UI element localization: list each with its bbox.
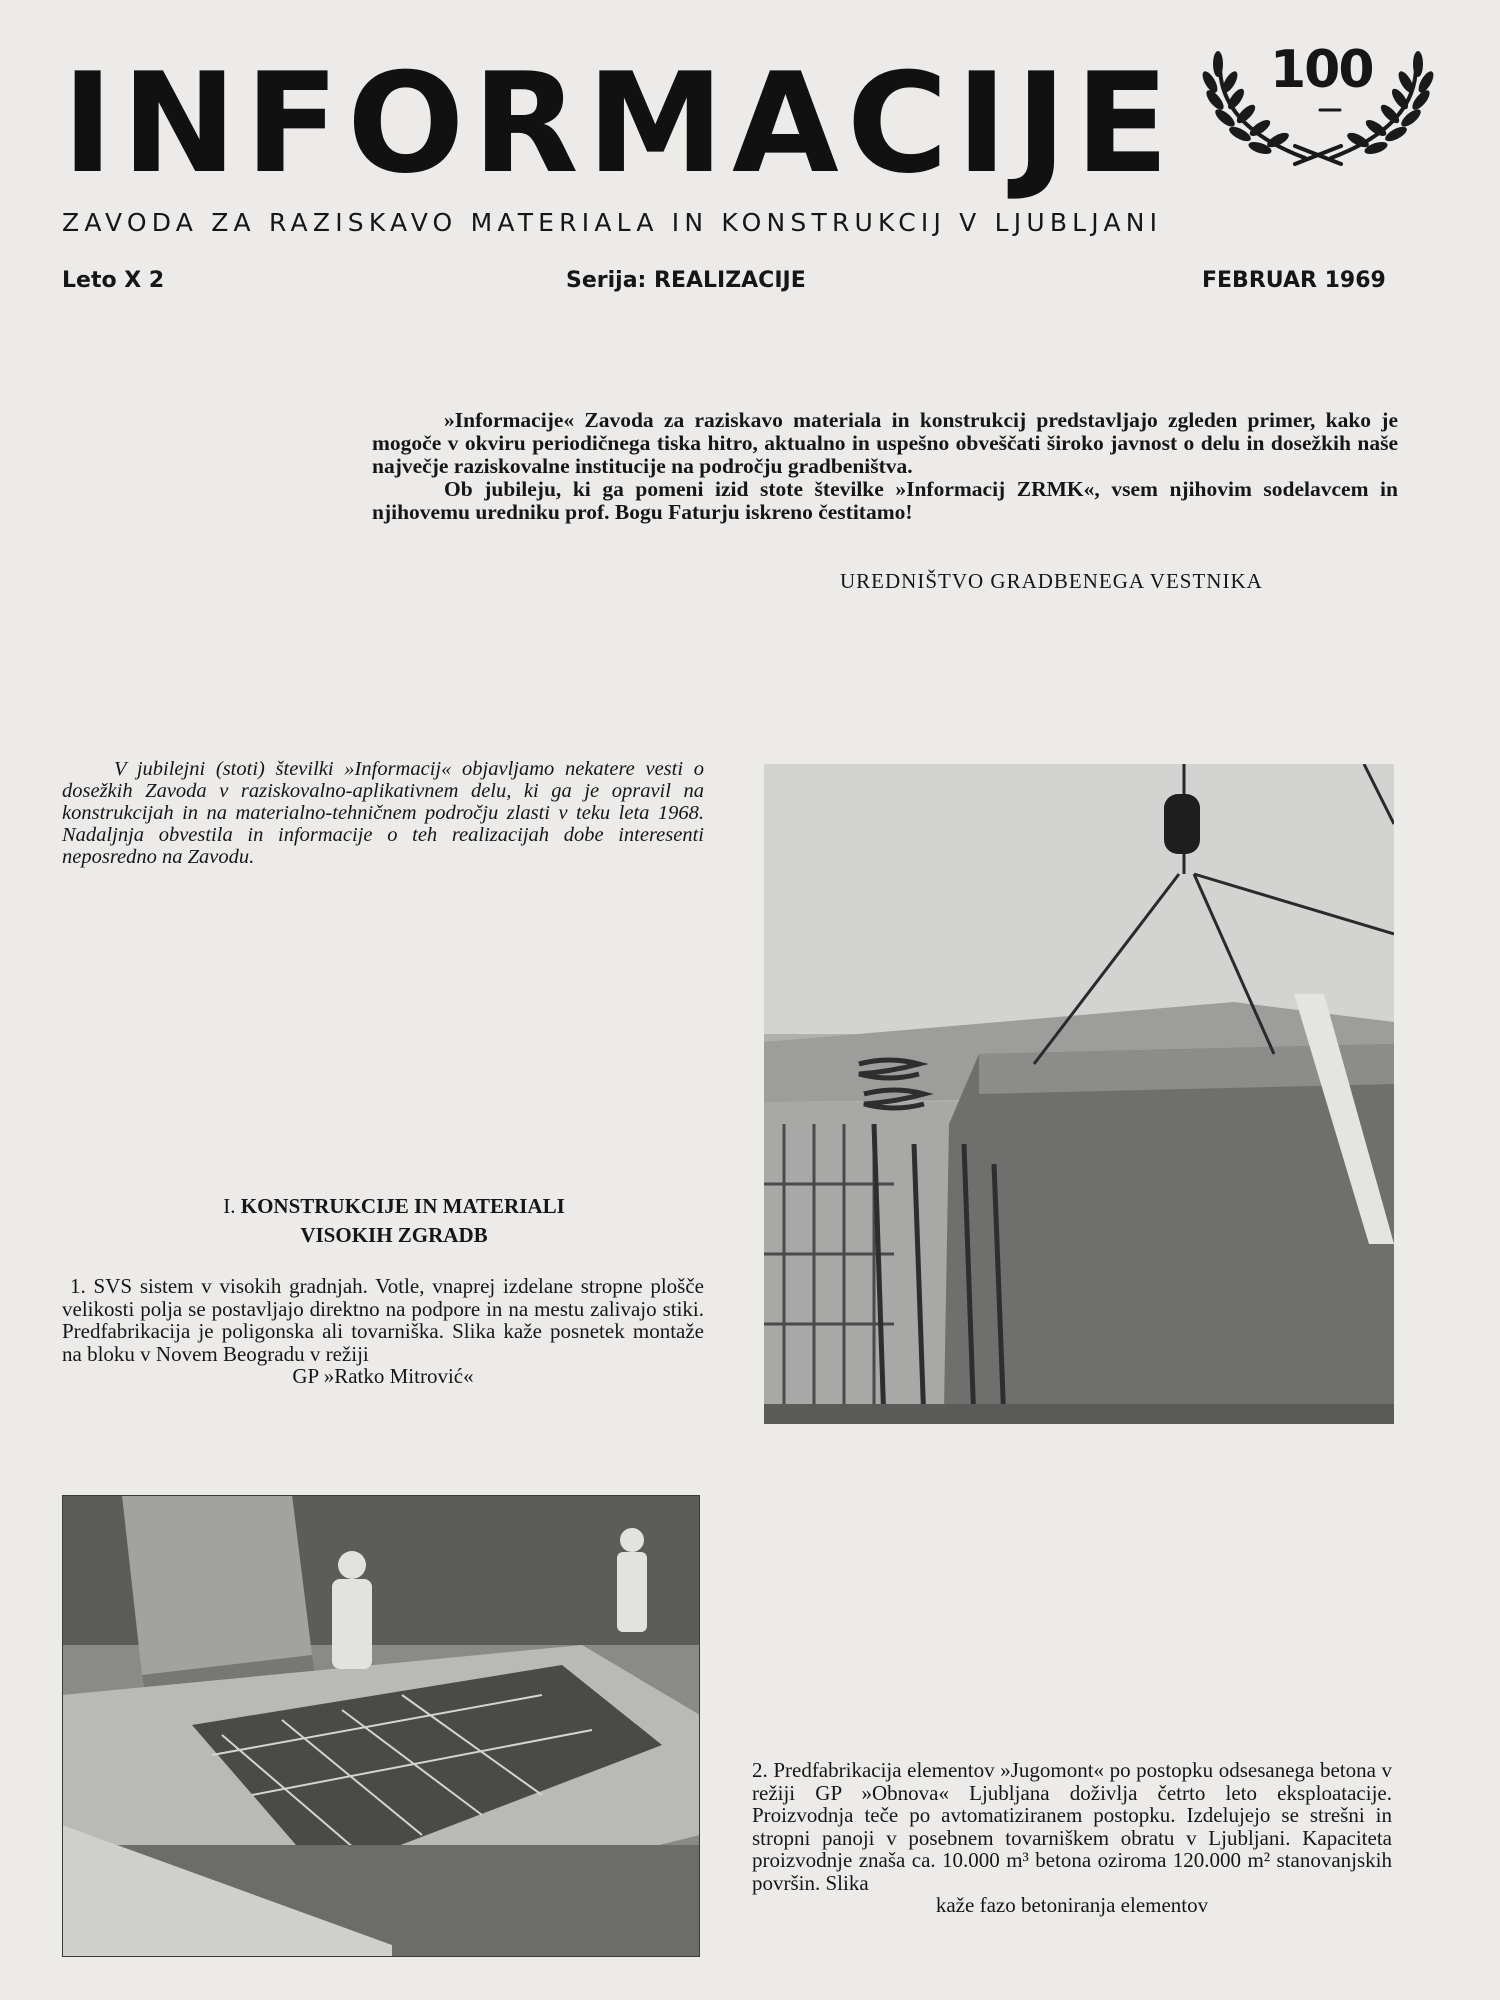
intro-paragraph: »Informacije« Zavoda za raziskavo materiala in konstrukcij predstavljajo zgleden primer, kako je mogoče v okviru periodičnega tiska hitro, aktualno in uspešno obveščati široko javnost o delu in dosežkih naše največje raziskovalne institucije na področju gradbeništva. [372, 408, 1398, 478]
section-heading [150, 1192, 638, 1250]
badge-number: 100 [1270, 40, 1373, 100]
masthead-title: INFORMACIJE [62, 43, 1178, 204]
article-text-last-line: kaže fazo betoniranja elementov [935, 1893, 1209, 1917]
article-text-last-line: GP »Ratko Mitrović« [292, 1364, 474, 1388]
issue-label: Leto X 2 [62, 268, 165, 293]
intro-paragraph: Ob jubileju, ki ga pomeni izid stote številke »Informacij ZRMK«, vsem njihovim sodelavcem in njihovemu uredniku prof. Bogu Faturju iskreno čestitamo! [372, 477, 1398, 524]
article-text: 1. SVS sistem v visokih gradnjah. Votle, vnaprej izdelane stropne plošče velikosti polja se postavljajo direktno na podpore in na mestu zalivajo stiki. Predfabrikacija je poligonska ali tovarniška. Slika kaže posnetek montaže na bloku v Novem Beogradu v režiji [62, 1274, 704, 1366]
anniversary-badge [1200, 36, 1436, 176]
editorial-intro [372, 409, 1398, 524]
section-number: I. [223, 1194, 236, 1218]
article-item-1 [62, 1275, 704, 1388]
lead-text: V jubilejni (stoti) številki »Informacij« objavljamo nekatere vesti o dosežkih Zavoda v raziskovalno-aplikativnem delu, ki ga je opravil na konstrukcijah in na materialno-tehničnem področju zlasti v teku leta 1968. Nadaljnja obvestila in informacije o teh realizacijah dobe interesenti neposredno na Zavodu. [62, 758, 704, 868]
issue-date: FEBRUAR 1969 [1202, 268, 1386, 293]
section-title-line: VISOKIH ZGRADB [300, 1223, 488, 1247]
section-title-line: KONSTRUKCIJE IN MATERIALI [240, 1194, 565, 1218]
article-text: 2. Predfabrikacija elementov »Jugomont« po postopku odsesanega betona v režiji GP »Obnova« Ljubljana doživlja četrto leto eksploatacije. Proizvodnja teče po avtomatiziranem postopku. Izdelujejo se strešni in stropni panoji v posebnem tovarniškem obratu v Ljubljani. Kapaciteta proizvodnje znaša ca. 10.000 m³ betona oziroma 120.000 m² stanovanjskih površin. Slika [752, 1758, 1392, 1895]
series-label: Serija: REALIZACIJE [566, 268, 806, 293]
photo-factory-concreting [62, 1495, 700, 1957]
article-item-2 [752, 1759, 1392, 1917]
masthead-subtitle: ZAVODA ZA RAZISKAVO MATERIALA IN KONSTRUKCIJ V LJUBLJANI [62, 208, 1163, 237]
editorial-signature: UREDNIŠTVO GRADBENEGA VESTNIKA [840, 569, 1263, 593]
lead-paragraph [62, 758, 704, 868]
photo-crane-installation [764, 764, 1394, 1424]
